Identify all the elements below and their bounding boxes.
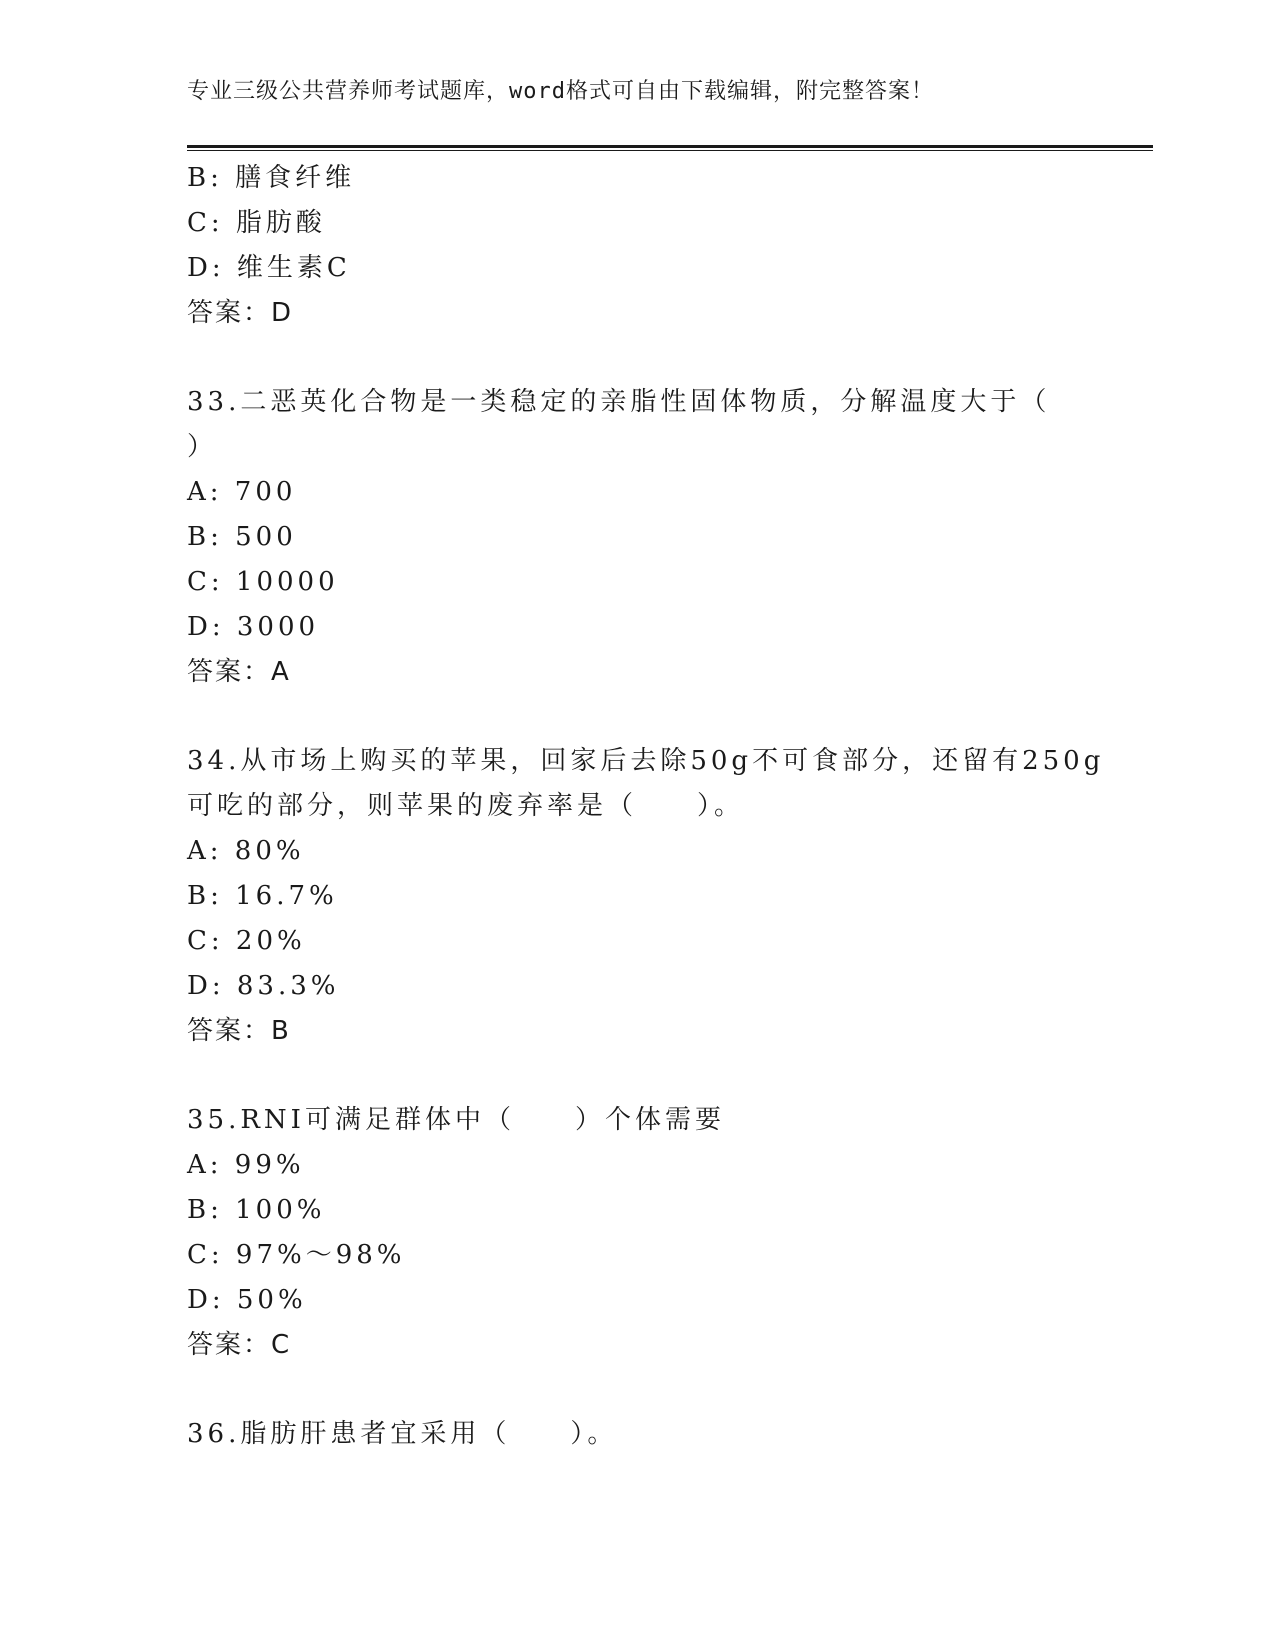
q35-option-d: D: 50% [187, 1285, 307, 1315]
header-rule-thick [187, 145, 1153, 148]
q33-option-a: A: 700 [187, 477, 297, 507]
q32-answer: 答案：D [187, 298, 294, 328]
q33-option-b: B: 500 [187, 522, 297, 552]
q33-answer: 答案：A [187, 657, 291, 687]
q32-option-c: C: 脂肪酸 [187, 208, 326, 238]
q33-option-c: C: 10000 [187, 567, 339, 597]
header-rule-thin [187, 150, 1153, 151]
q35-stem-line1: 35.RNI可满足群体中（ ）个体需要 [187, 1105, 725, 1135]
q34-option-c: C: 20% [187, 926, 306, 956]
q32-option-b: B: 膳食纤维 [187, 163, 356, 193]
q34-option-a: A: 80% [187, 836, 305, 866]
q36-stem-line1: 36.脂肪肝患者宜采用（ ）。 [187, 1419, 618, 1449]
q32-option-d: D: 维生素C [187, 253, 351, 283]
q33-stem-line1: 33.二恶英化合物是一类稳定的亲脂性固体物质，分解温度大于（ [187, 387, 1051, 417]
q35-option-c: C: 97%～98% [187, 1240, 406, 1270]
q35-option-a: A: 99% [187, 1150, 305, 1180]
q35-option-b: B: 100% [187, 1195, 326, 1225]
q34-stem-line2: 可吃的部分，则苹果的废弃率是（ ）。 [187, 791, 745, 821]
q34-answer: 答案：B [187, 1016, 291, 1046]
q33-stem-line2: ） [187, 432, 218, 462]
q34-stem-line1: 34.从市场上购买的苹果，回家后去除50g不可食部分，还留有250g [187, 746, 1105, 776]
q33-option-d: D: 3000 [187, 612, 320, 642]
header-note: 专业三级公共营养师考试题库，word格式可自由下载编辑，附完整答案！ [187, 79, 934, 104]
q34-option-d: D: 83.3% [187, 971, 340, 1001]
q34-option-b: B: 16.7% [187, 881, 338, 911]
q35-answer: 答案：C [187, 1330, 292, 1360]
